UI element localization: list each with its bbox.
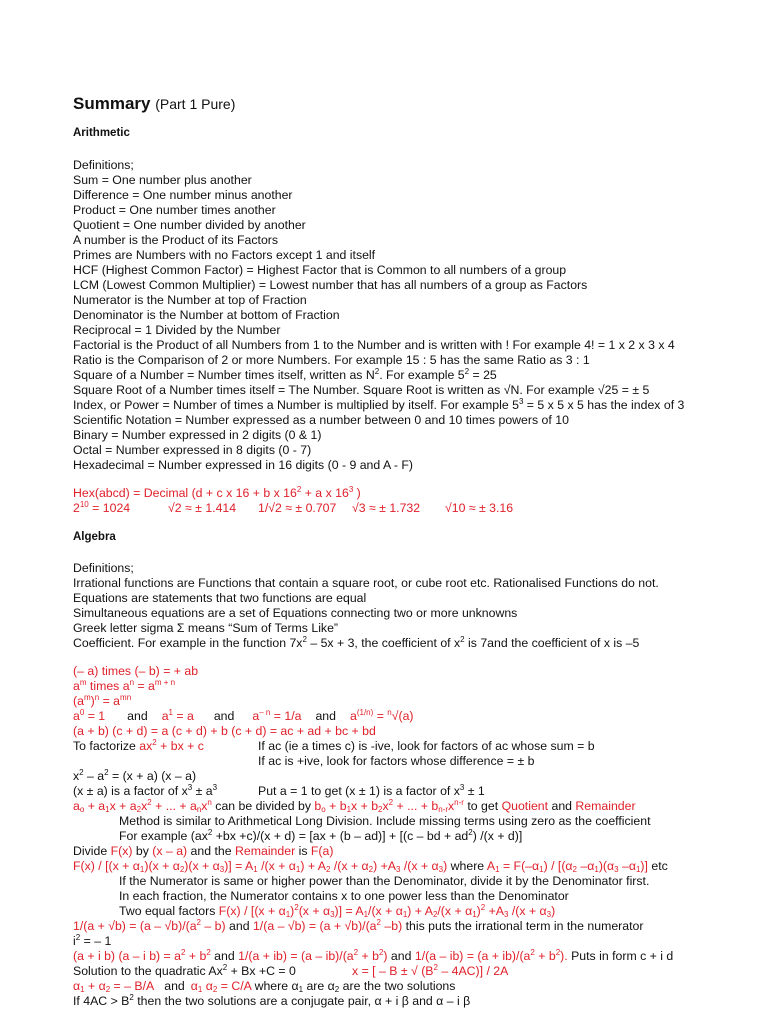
div-e: and the bbox=[187, 844, 236, 858]
tw-i: ) bbox=[476, 904, 481, 918]
algebra-definitions-label: Definitions; bbox=[73, 561, 134, 575]
pf-13: ) / [(α bbox=[543, 859, 573, 873]
method-note: Method is similar to Arithmetical Long Division. Include missing terms using zero as the coefficient bbox=[119, 814, 651, 828]
r-j: are the two solutions bbox=[339, 979, 456, 993]
square-text-b: . For example 5 bbox=[379, 368, 465, 382]
div-b: F(x) bbox=[110, 844, 133, 858]
cx-c: and bbox=[210, 949, 239, 963]
partial-fractions: $F(x) / [(x + \alpha_1)(x + \alpha_2)(x + \alpha_3)] = A_1$ $/(x + \alpha_1) + A_2$ $/(x + \alpha_2) +A_3$ $/(x + \alpha_3)$ where $A_1 = F(-\alpha_1) / [(\alpha_2$ $-\alpha_1)(\alpha_3$ $-\alpha_1$)] etc bbox=[73, 859, 668, 874]
rat-e: –b) bbox=[380, 919, 403, 933]
div-c: by bbox=[132, 844, 153, 858]
tw-j: +A bbox=[485, 904, 505, 918]
poly-f: x bbox=[201, 799, 208, 813]
poly-l: + ... + b bbox=[393, 799, 439, 813]
square-text-c: = 25 bbox=[469, 368, 497, 382]
pf-8: ) +A bbox=[373, 859, 397, 873]
poly-a: a bbox=[73, 799, 80, 813]
f4a: a bbox=[73, 709, 80, 723]
rat-c: and bbox=[225, 919, 253, 933]
tw-c: ) bbox=[290, 904, 295, 918]
i-squared: $i^2$ = – 1 bbox=[73, 933, 112, 948]
page-title bbox=[73, 94, 235, 114]
hex-text-c: ) bbox=[353, 486, 361, 500]
pow-a: 2 bbox=[73, 501, 80, 515]
r-c: = – B/A bbox=[110, 979, 155, 993]
dsq-b: – a bbox=[83, 769, 105, 783]
definition-line: A number is the Product of its Factors bbox=[73, 233, 279, 247]
tw-d: (x + α bbox=[298, 904, 331, 918]
fact-b: ax bbox=[139, 739, 153, 753]
definition-line: Numerator is the Number at top of Fraction bbox=[73, 293, 307, 307]
factorize-positive: If ac is +ive, look for factors whose difference = ± b bbox=[258, 754, 535, 768]
tw-h: /(x + α bbox=[437, 904, 473, 918]
definition-line: Sum = One number plus another bbox=[73, 173, 252, 187]
poly-p: and bbox=[548, 799, 576, 813]
cx-a: (a + i b) (a – i b) = a bbox=[73, 949, 181, 963]
fact-a: To factorize bbox=[73, 739, 140, 753]
equal-factors-line: Two equal factors $F(x) / [(x + \alpha_1)^2(x + \alpha_3)] = A_1/(x + \alpha_1) + A_2/(x + \alpha_1)^2 +A_3$ $/(x + \alpha_3)$ bbox=[119, 903, 556, 919]
definition-line: Equations are statements that two functions are equal bbox=[73, 591, 367, 605]
fact-c: + bx + c bbox=[156, 739, 204, 753]
c-a: If 4AC > B bbox=[73, 994, 130, 1008]
algebra-heading: Algebra bbox=[73, 531, 116, 543]
rat-a: 1/(a + √b) = (a – √b)/(a bbox=[73, 919, 197, 933]
cx-j: ). bbox=[560, 949, 568, 963]
expand-brackets: (a + b) (c + d) = a (c + d) + b (c + d) = ac + ad + bc + bd bbox=[73, 724, 376, 738]
f3a: (a bbox=[73, 694, 84, 708]
quadratic-formula: x = [ – B ± √ $(B^2 - 4AC)] / 2A$ bbox=[352, 963, 509, 978]
polynomial-division: $a_o + a_1x + a_2x^2$ + ... + $a_nx^n$ can be divided by $b_o + b_1x + b_2x^2$ + ... + $b_{n-r}x^{n-r}$ to get Quotient and Remainder bbox=[73, 798, 636, 814]
pf-14: –α bbox=[577, 859, 595, 873]
tw-e: )] = A bbox=[334, 904, 364, 918]
power-of-two: $2^{10} = 1024$ bbox=[73, 500, 131, 515]
square-text-a: Square of a Number = Number times itself, written as N bbox=[73, 368, 375, 382]
definition-line: Octal = Number expressed in 8 digits (0 - 7) bbox=[73, 443, 312, 457]
definition-line: Denominator is the Number at bottom of Fraction bbox=[73, 308, 340, 322]
f4h: = 1/a bbox=[270, 709, 302, 723]
title-sub: (Part 1 Pure) bbox=[155, 96, 236, 112]
definition-line: Factorial is the Product of all Numbers from 1 to the Number and is written with ! For example 4! = 1 x 2 x 3 x 4 bbox=[73, 338, 675, 352]
f3b: ) bbox=[90, 694, 95, 708]
pf-10: ) bbox=[443, 859, 448, 873]
partial-fraction-note: If the Numerator is same or higher power than the Denominator, divide it by the Denominator first. bbox=[119, 874, 650, 888]
arithmetic-definitions-label: Definitions; bbox=[73, 158, 134, 172]
r-e: α bbox=[190, 979, 198, 993]
poly-m: x bbox=[448, 799, 455, 813]
definition-line: Reciprocal = 1 Divided by the Number bbox=[73, 323, 281, 337]
i-b: = – 1 bbox=[80, 934, 112, 948]
pf-1: F(x) / [(x + α bbox=[73, 859, 140, 873]
pf-17: )] bbox=[640, 859, 648, 873]
index-product-rule: $a^m$ times $a^n = a^{m + n}$ bbox=[73, 678, 176, 693]
pf-6: ) + A bbox=[300, 859, 326, 873]
definition-line: Hexadecimal = Number expressed in 16 digits (0 - 9 and A - F) bbox=[73, 458, 414, 472]
div-f: Remainder bbox=[235, 844, 296, 858]
tw-k: /(x + α bbox=[508, 904, 547, 918]
dsq-c: = (x + a) (x – a) bbox=[108, 769, 197, 783]
pf-etc: etc bbox=[647, 859, 668, 873]
div-d: (x – a) bbox=[152, 844, 188, 858]
ex-a: For example (ax bbox=[119, 829, 208, 843]
pf-16: –α bbox=[618, 859, 636, 873]
tw-b: F(x) / [(x + α bbox=[218, 904, 286, 918]
quotient-word: Quotient bbox=[501, 799, 549, 813]
definition-line: Product = One number times another bbox=[73, 203, 276, 217]
sqrt3-value: √3 ≈ ± 1.732 bbox=[352, 501, 421, 515]
r-g: = C/A bbox=[217, 979, 252, 993]
div-g: is bbox=[295, 844, 311, 858]
poly-i: + b bbox=[325, 799, 347, 813]
f4g: a bbox=[252, 709, 260, 723]
f4f: and bbox=[213, 709, 235, 723]
coef-c: is 7and the coefficient of x is –5 bbox=[464, 636, 640, 650]
index-text-b: = 5 x 5 x 5 has the index of 3 bbox=[523, 398, 685, 412]
poly-d: x bbox=[141, 799, 148, 813]
cube-d: ± 1 bbox=[464, 784, 485, 798]
complex-line: (a + i b) (a – i $b) = a^2 + b^2$ and $1/(a + ib) = (a - ib)/(a^2 + b^2)$ and $1/(a - ib) = (a + ib)/(a^2 + b^2)$. Puts in form c + i d bbox=[73, 948, 674, 963]
pf-2: )(x + α bbox=[144, 859, 180, 873]
factorize-negative: If ac (ie a times c) is -ive, look for factors of ac whose sum = b bbox=[258, 739, 595, 753]
ex-c: ) /(x + d)] bbox=[472, 829, 523, 843]
f2b: times a bbox=[86, 679, 130, 693]
quadratic-line: Solution to the quadratic $Ax^2 + Bx +C = 0$ bbox=[73, 963, 296, 978]
pf-9: /(x + α bbox=[400, 859, 439, 873]
r-f: α bbox=[202, 979, 213, 993]
poly-b: + a bbox=[84, 799, 106, 813]
definition-line: Irrational functions are Functions that contain a square root, or cube root etc. Rationalised Functions do not. bbox=[73, 576, 659, 590]
rat-f: this puts the irrational term in the numerator bbox=[402, 919, 644, 933]
pf-7: /(x + α bbox=[330, 859, 369, 873]
r-d: and bbox=[164, 979, 185, 993]
poly-e: + ... + a bbox=[151, 799, 197, 813]
cube-b: ± a bbox=[192, 784, 213, 798]
tw-a: Two equal factors bbox=[119, 904, 219, 918]
poly-n: to get bbox=[463, 799, 502, 813]
inv-sqrt2-value: 1/√2 ≈ ± 0.707 bbox=[258, 501, 337, 515]
cx-i: + b bbox=[534, 949, 556, 963]
f4l: √(a) bbox=[391, 709, 414, 723]
f2a: a bbox=[73, 679, 80, 693]
f4i: and bbox=[315, 709, 336, 723]
cx-g: and bbox=[387, 949, 415, 963]
difference-of-squares: $x^2 - a^2 = (x + a)$ (x – a) bbox=[73, 768, 197, 783]
poly-k: x bbox=[382, 799, 389, 813]
cx-d: 1/(a + ib) = (a – ib)/(a bbox=[238, 949, 354, 963]
c-b: then the two solutions are a conjugate pair, α + i β and α – i β bbox=[133, 994, 471, 1008]
title-main: Summary bbox=[73, 94, 151, 113]
q-b: + Bx +C = 0 bbox=[227, 964, 296, 978]
poly-c: x + a bbox=[109, 799, 137, 813]
r-b: + α bbox=[84, 979, 106, 993]
poly-h: b bbox=[314, 799, 322, 813]
r-h: where α bbox=[251, 979, 299, 993]
f4b: = 1 bbox=[84, 709, 106, 723]
roots-line: $\alpha_1 + \alpha_2$ = – B/A and $\alpha_1$ $\alpha_2 = C/A$ where $\alpha_1$ are $\alpha_2$ are the two solutions bbox=[73, 979, 456, 994]
definition-line: Quotient = One number divided by another bbox=[73, 218, 306, 232]
cx-b: + b bbox=[185, 949, 207, 963]
cx-k: Puts in form c + i d bbox=[567, 949, 674, 963]
rationalise-line: $1/(a + √b) = (a - √b)/(a^2 - b)$ and $1/(a - √b) = (a + √b)/(a^2$ –b) this puts the irrational term in the numerator bbox=[73, 918, 644, 933]
r-a: α bbox=[73, 979, 81, 993]
coef-a: Coefficient. For example in the function 7x bbox=[73, 636, 303, 650]
pf-15: )(α bbox=[598, 859, 615, 873]
coefficient-line: Coefficient. For example in the function $7x^2 - 5x + 3$, the coefficient of $x^2$ is 7and the coefficient of x is –5 bbox=[73, 635, 640, 650]
tw-l: ) bbox=[551, 904, 556, 918]
definition-line: Greek letter sigma Σ means “Sum of Terms Like” bbox=[73, 621, 339, 635]
index-special-rules: $a^0 = 1$ and $a^1 = a$ and $a^{- n} = 1/a$ and $a^{(1/n)} = ^n√(a)$ bbox=[73, 708, 414, 723]
poly-j: x + b bbox=[351, 799, 379, 813]
hex-text-a: Hex(abcd) = Decimal (d + c x 16 + b x 16 bbox=[73, 486, 297, 500]
conjugate-line: If $4AC > B^2$ then the two solutions are a conjugate pair, α + i β and α – i β bbox=[73, 993, 471, 1008]
remainder-theorem bbox=[73, 844, 333, 859]
cx-f: ) bbox=[383, 949, 388, 963]
coef-b: – 5x + 3, the coefficient of x bbox=[306, 636, 461, 650]
division-example: For example $(ax^2 +bx +c)/(x + d) = [ax + (b - ad)] + [(c$ – bd + $ad^2$) /(x + d)] bbox=[119, 828, 523, 843]
arithmetic-heading: Arithmetic bbox=[73, 127, 130, 139]
pf-12: = F(–α bbox=[499, 859, 540, 873]
cx-h: 1/(a – ib) = (a + ib)/(a bbox=[414, 949, 531, 963]
pf-11: A bbox=[486, 859, 496, 873]
f3c: = a bbox=[99, 694, 121, 708]
sqrt2-value: √2 ≈ ± 1.414 bbox=[168, 501, 237, 515]
rat-b: – b) bbox=[201, 919, 226, 933]
hex-text-b: + a x 16 bbox=[301, 486, 349, 500]
definition-line: Ratio is the Comparison of 2 or more Numbers. For example 15 : 5 has the same Ratio as 3 : 1 bbox=[73, 353, 590, 367]
definition-line: Binary = Number expressed in 2 digits (0 & 1) bbox=[73, 428, 322, 442]
index-text-a: Index, or Power = Number of times a Number is multiplied by itself. For example 5 bbox=[73, 398, 519, 412]
div-h: F(a) bbox=[310, 844, 334, 858]
definition-line: Scientific Notation = Number expressed as a number between 0 and 10 times powers of 10 bbox=[73, 413, 569, 427]
square-line: Square of a Number = Number times itself, written as $N^2$. For example $5^2 = 25$ bbox=[73, 367, 497, 382]
definition-line: HCF (Highest Common Factor) = Highest Factor that is Common to all numbers of a group bbox=[73, 263, 567, 277]
f4e: = a bbox=[172, 709, 194, 723]
dsq-a: x bbox=[73, 769, 80, 783]
sign-rule: (– a) times (– b) = + ab bbox=[73, 664, 199, 678]
factorize-line: To factorize $ax^2$ + bx + c bbox=[73, 738, 204, 753]
pf-5: /(x + α bbox=[257, 859, 296, 873]
index-power-rule: $(a^m)^n = a^{mn}$ bbox=[73, 693, 132, 708]
div-a: Divide bbox=[73, 844, 111, 858]
pow-b: = 1024 bbox=[88, 501, 131, 515]
partial-fraction-note: In each fraction, the Numerator contains x to one power less than the Denominator bbox=[119, 889, 569, 903]
definition-line: Difference = One number minus another bbox=[73, 188, 293, 202]
pf-where: where bbox=[447, 859, 487, 873]
cube-a: (x ± a) is a factor of x bbox=[73, 784, 188, 798]
q-a: Solution to the quadratic Ax bbox=[73, 964, 223, 978]
tw-f: /(x + α bbox=[368, 904, 403, 918]
cube-c: Put a = 1 to get (x ± 1) is a factor of x bbox=[258, 784, 460, 798]
pf-4: )] = A bbox=[224, 859, 254, 873]
tw-g: ) + A bbox=[407, 904, 433, 918]
index-line: Index, or Power = Number of times a Number is multiplied by itself. For example $5^3 = 5$ x 5 x 5 has the index of 3 bbox=[73, 397, 685, 412]
f4j: a bbox=[349, 709, 357, 723]
ex-b: +bx +c)/(x + d) = [ax + (b – ad)] + [(c – bd + ad bbox=[212, 829, 469, 843]
cx-e: + b bbox=[358, 949, 379, 963]
hex-formula: Hex(abcd) = Decimal (d + c x 16 + b x $16^2 + a$ x $16^3$ ) bbox=[73, 485, 361, 500]
q-c: x = [ – B ± √ (B bbox=[352, 964, 434, 978]
definition-line: Primes are Numbers with no Factors except 1 and itself bbox=[73, 248, 376, 262]
pf-3: )(x + α bbox=[184, 859, 220, 873]
poly-g: can be divided by bbox=[211, 799, 315, 813]
i-a: i bbox=[73, 934, 76, 948]
cube-factor: (x ± a) is a factor of $x^3 \pm a^3$ bbox=[73, 783, 218, 798]
remainder-word: Remainder bbox=[575, 799, 636, 813]
cube-factor-note: Put a = 1 to get (x ± 1) is a factor of $x^3 \pm 1$ bbox=[258, 783, 485, 798]
f4k: = bbox=[373, 709, 388, 723]
f4c: and bbox=[127, 709, 148, 723]
q-d: – 4AC)] / 2A bbox=[437, 964, 509, 978]
r-i: are α bbox=[303, 979, 335, 993]
rat-d: 1/(a – √b) = (a + √b)/(a bbox=[252, 919, 377, 933]
f4d: a bbox=[161, 709, 169, 723]
definition-line: Simultaneous equations are a set of Equations connecting two or more unknowns bbox=[73, 606, 518, 620]
f2c: = a bbox=[134, 679, 155, 693]
square-root-line: Square Root of a Number times itself = The Number. Square Root is written as √N. For example √25 = ± 5 bbox=[73, 383, 650, 397]
sqrt10-value: √10 ≈ ± 3.16 bbox=[445, 501, 514, 515]
definition-line: LCM (Lowest Common Multiplier) = Lowest number that has all numbers of a group as Factors bbox=[73, 278, 588, 292]
